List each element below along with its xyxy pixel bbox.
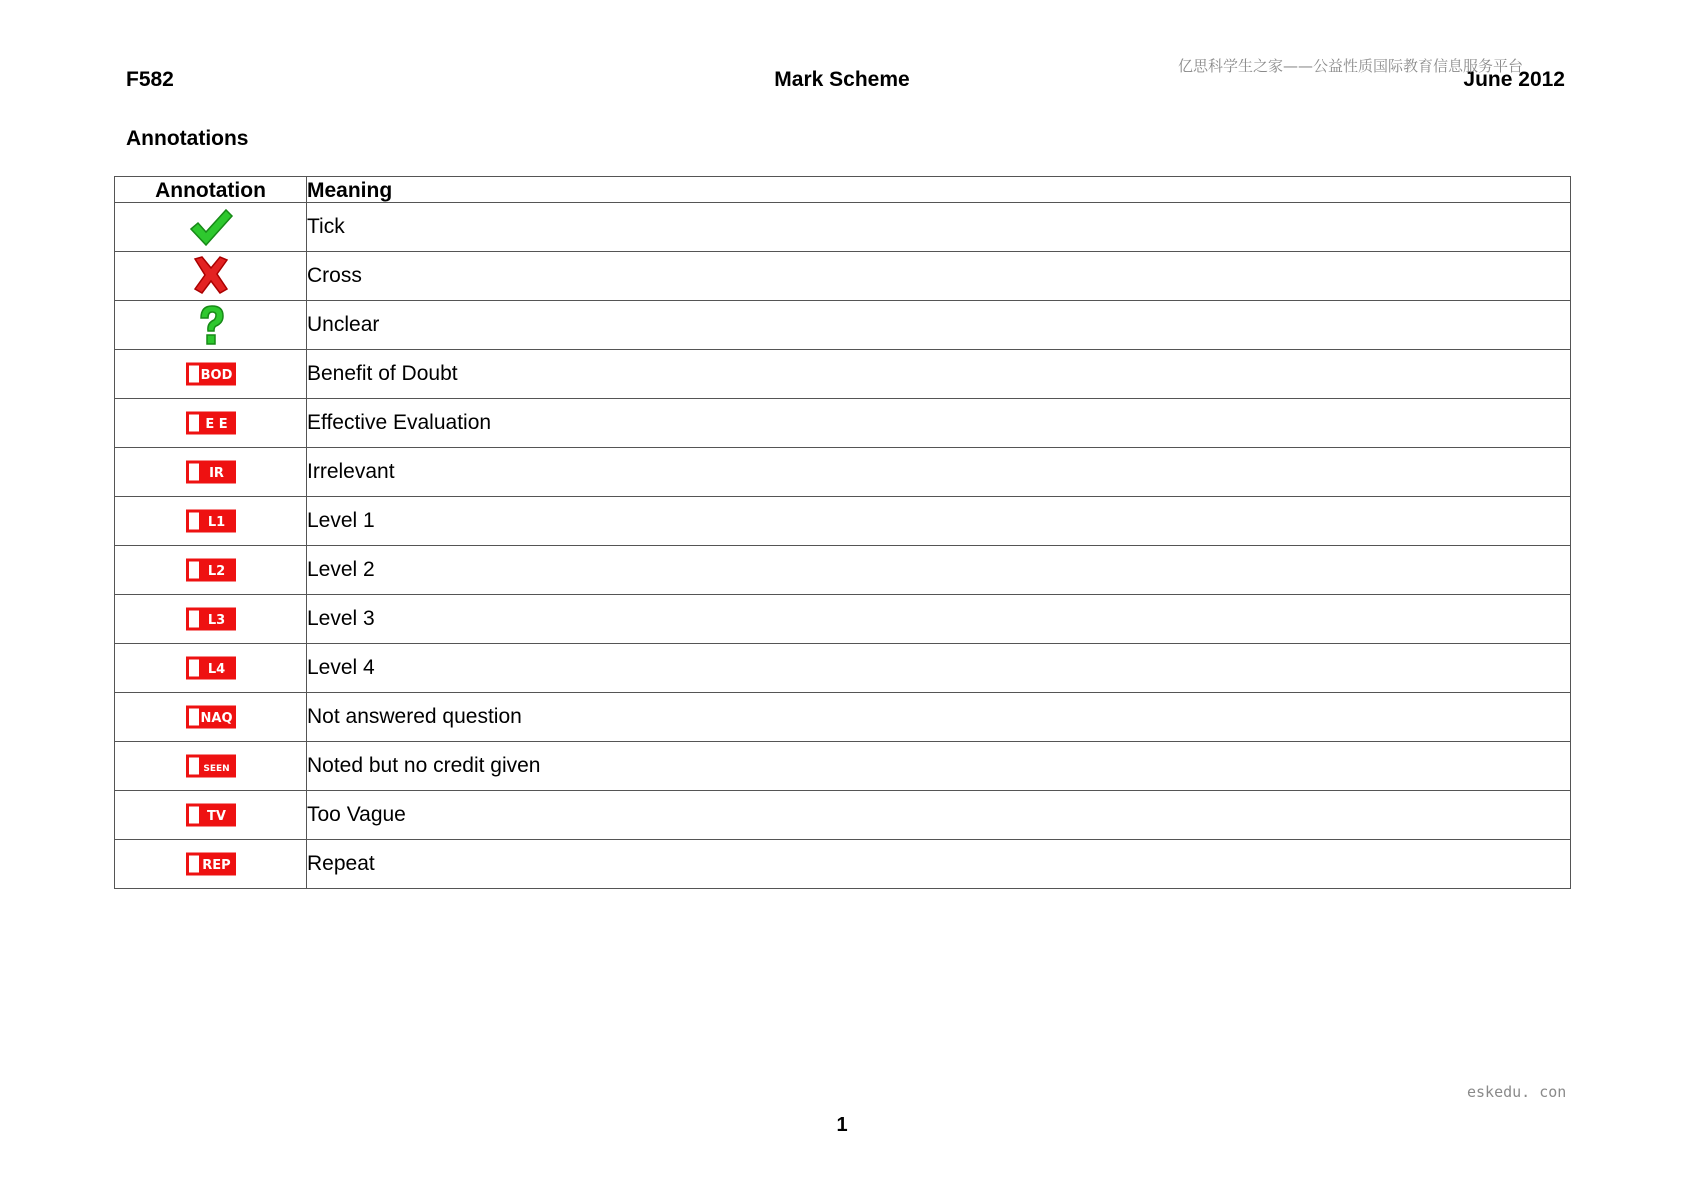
table-row <box>115 448 1571 497</box>
annotation-cell <box>115 644 307 693</box>
section-title: Annotations <box>126 127 249 150</box>
table-row <box>115 252 1571 301</box>
annotation-cell <box>115 252 307 301</box>
meaning-cell: Repeat <box>307 840 1571 889</box>
meaning-cell: Effective Evaluation <box>307 399 1571 448</box>
table-row <box>115 399 1571 448</box>
meaning-cell: Tick <box>307 203 1571 252</box>
meaning-cell: Level 2 <box>307 546 1571 595</box>
annotation-cell <box>115 840 307 889</box>
level-1-stamp-icon <box>115 509 306 533</box>
meaning-cell: Irrelevant <box>307 448 1571 497</box>
svg-text:E E: E E <box>204 417 228 432</box>
annotation-cell <box>115 742 307 791</box>
table-row <box>115 595 1571 644</box>
meaning-cell: Benefit of Doubt <box>307 350 1571 399</box>
exam-date: June 2012 <box>1463 68 1565 91</box>
annotation-cell <box>115 693 307 742</box>
level-2-stamp-icon <box>115 558 306 582</box>
watermark-bottom: eskedu. con <box>1467 1083 1567 1101</box>
annotation-cell <box>115 497 307 546</box>
level-3-stamp-icon <box>115 607 306 631</box>
watermark-top: 亿思科学生之家——公益性质国际教育信息服务平台 <box>1178 57 1524 75</box>
annotation-cell <box>115 448 307 497</box>
annotation-cell <box>115 350 307 399</box>
bod-stamp-icon <box>115 362 306 386</box>
naq-stamp-icon <box>115 705 306 729</box>
meaning-cell: Noted but no credit given <box>307 742 1571 791</box>
annotation-cell <box>115 203 307 252</box>
meaning-cell: Too Vague <box>307 791 1571 840</box>
table-row <box>115 693 1571 742</box>
table-row <box>115 791 1571 840</box>
seen-stamp-icon <box>115 754 306 778</box>
svg-text:L2: L2 <box>207 564 225 579</box>
table-header-row <box>115 177 1571 203</box>
question-mark-icon <box>115 303 306 347</box>
svg-text:REP: REP <box>201 858 231 873</box>
annotation-cell <box>115 791 307 840</box>
table-row <box>115 546 1571 595</box>
tick-icon <box>115 205 306 249</box>
svg-text:TV: TV <box>206 809 226 824</box>
page-number: 1 <box>836 1114 848 1136</box>
table-row <box>115 742 1571 791</box>
ee-stamp-icon <box>115 411 306 435</box>
svg-text:L3: L3 <box>207 613 225 628</box>
meaning-cell: Unclear <box>307 301 1571 350</box>
annotation-cell <box>115 546 307 595</box>
meaning-cell: Level 4 <box>307 644 1571 693</box>
cross-icon <box>115 254 306 298</box>
column-header-meaning: Meaning <box>307 177 1571 203</box>
rep-stamp-icon <box>115 852 306 876</box>
meaning-cell: Cross <box>307 252 1571 301</box>
document-title: Mark Scheme <box>774 68 910 91</box>
irrelevant-stamp-icon <box>115 460 306 484</box>
meaning-cell: Level 1 <box>307 497 1571 546</box>
meaning-cell: Level 3 <box>307 595 1571 644</box>
paper-code: F582 <box>126 68 174 91</box>
table-row <box>115 644 1571 693</box>
svg-text:IR: IR <box>208 466 224 481</box>
column-header-annotation: Annotation <box>115 177 307 203</box>
meaning-cell: Not answered question <box>307 693 1571 742</box>
annotation-cell <box>115 595 307 644</box>
level-4-stamp-icon <box>115 656 306 680</box>
table-row <box>115 350 1571 399</box>
table-row <box>115 497 1571 546</box>
svg-text:L4: L4 <box>207 662 225 677</box>
svg-text:SEEN: SEEN <box>202 764 230 774</box>
annotations-table <box>114 176 1571 889</box>
tv-stamp-icon <box>115 803 306 827</box>
svg-text:L1: L1 <box>207 515 225 530</box>
annotation-cell <box>115 301 307 350</box>
table-row <box>115 301 1571 350</box>
table-row <box>115 203 1571 252</box>
svg-text:NAQ: NAQ <box>200 711 232 726</box>
svg-text:BOD: BOD <box>200 368 232 383</box>
annotation-cell <box>115 399 307 448</box>
table-row <box>115 840 1571 889</box>
